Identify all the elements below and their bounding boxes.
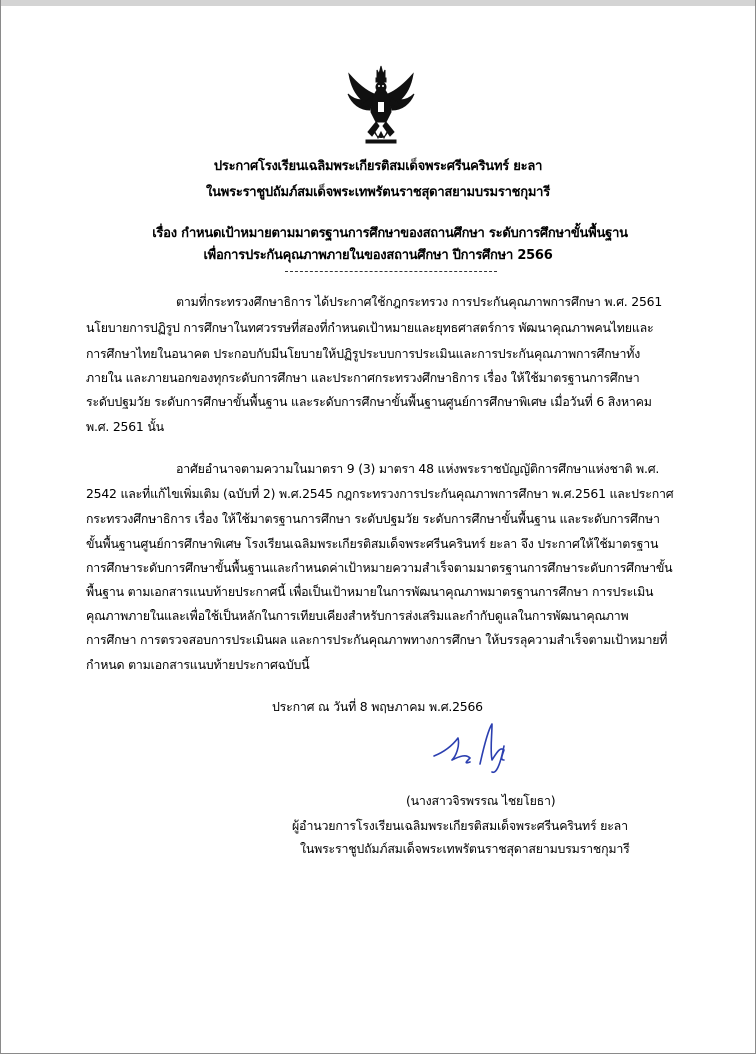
subject-line-2: เพื่อการประกันคุณภาพภายในของสถานศึกษา ปีการศึกษา 2566 [203,248,553,263]
paragraph-line: คุณภาพภายในและเพื่อใช้เป็นหลักในการเทียบเคียงสำหรับการส่งเสริมและกำกับดูแลในการพัฒนาคุณภาพ [86,608,629,623]
paragraph-line: พื้นฐาน ตามเอกสารแนบท้ายประกาศนี้ เพื่อเป็นเป้าหมายในการพัฒนาคุณภาพมาตรฐานการศึกษา การประเมิน [86,584,654,599]
paragraph-line: ภายใน และภายนอกของทุกระดับการศึกษา และประกาศกระทรวงศึกษาธิการ เรื่อง ให้ใช้มาตรฐานการศึกษา [86,370,640,385]
paragraph-line: การศึกษาระดับการศึกษาขั้นพื้นฐานและกำหนดค่าเป้าหมายความสำเร็จตามมาตรฐานการศึกษาระดับการศึกษาขั้น [86,560,673,575]
subject-line-1: เรื่อง กำหนดเป้าหมายตามมาตรฐานการศึกษาของสถานศึกษา ระดับการศึกษาขั้นพื้นฐาน [152,226,628,241]
paragraph-line: อาศัยอำนาจตามความในมาตรา 9 (3) มาตรา 48 แห่งพระราชบัญญัติการศึกษาแห่งชาติ พ.ศ. [176,461,660,476]
garuda-emblem-icon [346,64,416,148]
announcement-patronage: ในพระราชูปถัมภ์สมเด็จพระเทพรัตนราชสุดาสยามบรมราชกุมารี [206,185,550,200]
paragraph-line: การศึกษาไทยในอนาคต ประกอบกับมีนโยบายให้ปฏิรูประบบการประเมินและการประกันคุณภาพการศึกษาทั้ง [86,346,641,361]
paragraph-line: 2542 และที่แก้ไขเพิ่มเติม (ฉบับที่ 2) พ.ศ.2545 กฎกระทรวงการประกันคุณภาพการศึกษา พ.ศ.2561 และประกาศ [86,486,674,501]
paragraph-line: ตามที่กระทรวงศึกษาธิการ ได้ประกาศใช้กฎกระทรวง การประกันคุณภาพการศึกษา พ.ศ. 2561 [176,294,662,309]
paragraph-line: พ.ศ. 2561 นั้น [86,419,164,434]
paragraph-line: การศึกษา การตรวจสอบการประเมินผล และการประกันคุณภาพทางการศึกษา ให้บรรลุความสำเร็จตามเป้าหมายที่ [86,632,668,647]
paragraph-line: ขั้นพื้นฐานศูนย์การศึกษาพิเศษ โรงเรียนเฉลิมพระเกียรติสมเด็จพระศรีนครินทร์ ยะลา จึง ประกาศให้ใช้มาตรฐาน [86,536,659,551]
announcement-title: ประกาศโรงเรียนเฉลิมพระเกียรติสมเด็จพระศรีนครินทร์ ยะลา [213,159,543,174]
divider-line [285,271,497,272]
paragraph-line: ระดับปฐมวัย ระดับการศึกษาขั้นพื้นฐาน และระดับการศึกษาขั้นพื้นฐานศูนย์การศึกษาพิเศษ เมื่อวันที่ 6 สิงหาคม [86,394,652,409]
signatory-name: (นางสาวจิรพรรณ ไชยโยธา) [406,793,556,808]
page-top-border [0,0,756,6]
paragraph-line: กำหนด ตามเอกสารแนบท้ายประกาศฉบับนี้ [86,657,310,672]
handwritten-signature [430,716,530,776]
announcement-date: ประกาศ ณ วันที่ 8 พฤษภาคม พ.ศ.2566 [272,699,483,714]
signatory-position: ผู้อำนวยการโรงเรียนเฉลิมพระเกียรติสมเด็จพระศรีนครินทร์ ยะลา [292,818,628,833]
paragraph-line: กระทรวงศึกษาธิการ เรื่อง ให้ใช้มาตรฐานการศึกษา ระดับปฐมวัย ระดับการศึกษาขั้นพื้นฐาน และระดับการศึกษา [86,511,660,526]
signatory-patronage: ในพระราชูปถัมภ์สมเด็จพระเทพรัตนราชสุดาสยามบรมราชกุมารี [300,841,630,856]
paragraph-line: นโยบายการปฏิรูป การศึกษาในทศวรรษที่สองที่กำหนดเป้าหมายและยุทธศาสตร์การ พัฒนาคุณภาพคนไทยและ [86,320,654,335]
